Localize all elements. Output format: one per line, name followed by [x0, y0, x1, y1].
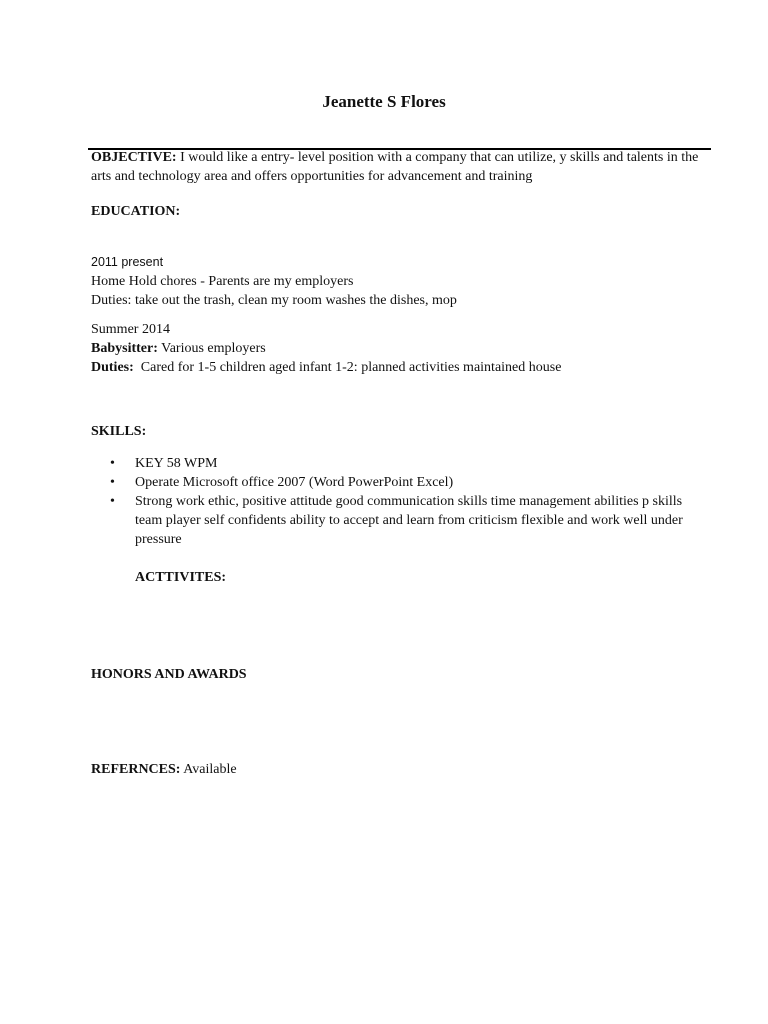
skill-text: Operate Microsoft office 2007 (Word PowerPoint Excel) [135, 475, 454, 490]
objective-section [91, 148, 701, 186]
references-label: REFERNCES: [91, 762, 181, 777]
experience-role [91, 339, 561, 358]
skill-item [110, 492, 695, 549]
skill-item [110, 473, 695, 492]
skill-item [110, 454, 695, 473]
references-text: Available [183, 762, 237, 777]
role-label: Babysitter: [91, 341, 158, 356]
honors-heading: HONORS AND AWARDS [91, 667, 247, 682]
objective-text: I would like a entry- level position with a company that can utilize, y skills and talents in the arts and technology area and offers opportunities for advancement and training [91, 150, 699, 184]
objective-label: OBJECTIVE: [91, 150, 177, 165]
skill-text: Strong work ethic, positive attitude good communication skills time management abilities p skills team player self confidents ability to accept and learn from criticism flexible and work well under pressure [135, 494, 683, 547]
experience-entry-babysitter [91, 320, 561, 377]
experience-duties [91, 358, 561, 377]
experience-date: 2011 present [91, 255, 164, 269]
experience-duties: Duties: take out the trash, clean my room washes the dishes, mop [91, 293, 457, 308]
experience-line: Home Hold chores - Parents are my employers [91, 274, 354, 289]
education-heading: EDUCATION: [91, 204, 181, 219]
skills-heading: SKILLS: [91, 424, 147, 439]
resume-name: Jeanette S Flores [322, 92, 446, 111]
bullet-icon: • [110, 494, 115, 509]
duties-label: Duties: [91, 360, 134, 375]
bullet-icon: • [110, 456, 115, 471]
experience-date: Summer 2014 [91, 322, 170, 337]
duties-text: Cared for 1-5 children aged infant 1-2: planned activities maintained house [140, 360, 562, 375]
activities-heading: ACTTIVITES: [135, 570, 227, 585]
experience-entry-chores [91, 253, 457, 310]
skills-list [110, 454, 695, 549]
skill-text: KEY 58 WPM [135, 456, 218, 471]
bullet-icon: • [110, 475, 115, 490]
role-text: Various employers [161, 341, 266, 356]
references-section [91, 760, 237, 779]
